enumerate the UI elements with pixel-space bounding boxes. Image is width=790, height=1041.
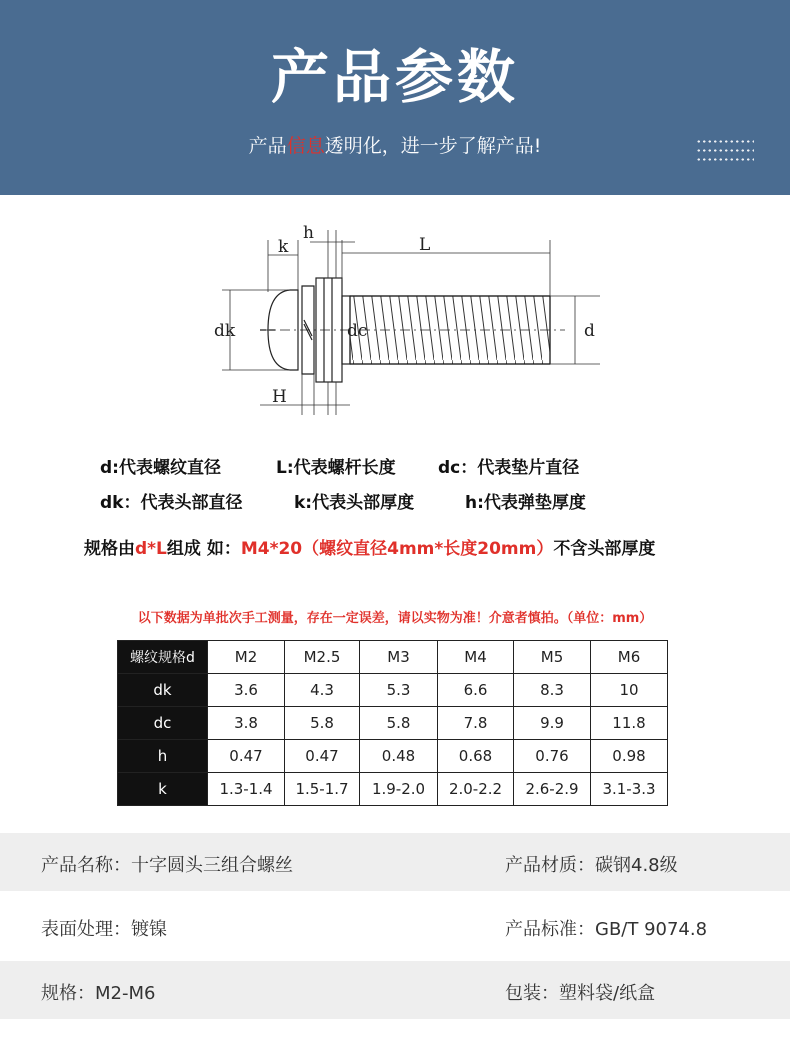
table-cell: 7.8 (438, 707, 514, 740)
header-banner (0, 0, 790, 195)
table-row (118, 674, 668, 707)
table-cell: 0.48 (360, 740, 438, 773)
spec-red-dl: d*L (135, 539, 167, 559)
table-cell: 0.98 (591, 740, 668, 773)
table-cell: 5.8 (360, 707, 438, 740)
dot-pattern-decoration (696, 137, 754, 167)
legend-h: h:代表弹垫厚度 (465, 493, 586, 513)
table-cell: 1.3-1.4 (208, 773, 285, 806)
info-spec-range: 规格：M2-M6 (41, 983, 156, 1004)
spec-mid: 组成 如： (166, 539, 241, 559)
label-dk: dk (214, 321, 236, 341)
legend-dc: dc：代表垫片直径 (438, 458, 580, 478)
legend-dk: dk：代表头部直径 (100, 493, 243, 513)
table-col-header: M2.5 (285, 641, 360, 674)
table-cell: 4.3 (285, 674, 360, 707)
table-row (118, 740, 668, 773)
table-header-row (118, 641, 668, 674)
table-cell: 8.3 (514, 674, 591, 707)
table-cell: 2.0-2.2 (438, 773, 514, 806)
table-cell: 6.6 (438, 674, 514, 707)
table-cell: 11.8 (591, 707, 668, 740)
label-h: h (303, 223, 314, 243)
spec-description (84, 534, 655, 559)
info-product-material: 产品材质：碳钢4.8级 (505, 855, 678, 876)
info-packaging: 包装：塑料袋/纸盒 (505, 983, 656, 1004)
spec-red-example: M4*20（螺纹直径4mm*长度20mm） (240, 539, 554, 559)
measurement-notice: 以下数据为单批次手工测量，存在一定误差，请以实物为准！介意者慎拍。（单位：mm） (137, 611, 653, 626)
info-row-surface-standard (0, 897, 790, 955)
table-cell: 3.6 (208, 674, 285, 707)
spec-post: 不含头部厚度 (553, 539, 656, 559)
table-cell: 9.9 (514, 707, 591, 740)
table-cell: 1.9-2.0 (360, 773, 438, 806)
table-col-header: M3 (360, 641, 438, 674)
table-row (118, 773, 668, 806)
info-row-spec-packaging (0, 961, 790, 1019)
legend-k: k:代表头部厚度 (294, 493, 415, 513)
row-label: dk (118, 674, 208, 707)
legend-d: d:代表螺纹直径 (100, 458, 221, 478)
table-cell: 0.47 (208, 740, 285, 773)
table-cell: 5.3 (360, 674, 438, 707)
subtitle-highlight: 信息 (286, 135, 325, 157)
table-header-label: 螺纹规格d (118, 641, 208, 674)
label-k: k (278, 237, 289, 257)
table-cell: 0.68 (438, 740, 514, 773)
table-cell: 0.47 (285, 740, 360, 773)
row-label: k (118, 773, 208, 806)
info-surface-treatment: 表面处理：镀镍 (41, 919, 167, 940)
info-product-name: 产品名称：十字圆头三组合螺丝 (41, 855, 293, 876)
table-cell: 1.5-1.7 (285, 773, 360, 806)
subtitle-post: 透明化，进一步了解产品! (324, 135, 542, 157)
label-L: L (419, 235, 431, 255)
table-col-header: M4 (438, 641, 514, 674)
row-label: dc (118, 707, 208, 740)
spec-table (117, 640, 668, 806)
info-row-name-material (0, 833, 790, 891)
spec-pre: 规格由 (84, 539, 135, 559)
page-title: 产品参数 (270, 43, 519, 111)
table-cell: 3.8 (208, 707, 285, 740)
table-cell: 10 (591, 674, 668, 707)
row-label: h (118, 740, 208, 773)
table-cell: 5.8 (285, 707, 360, 740)
table-cell: 3.1-3.3 (591, 773, 668, 806)
label-dc: dc (347, 321, 368, 341)
table-col-header: M2 (208, 641, 285, 674)
table-col-header: M6 (591, 641, 668, 674)
info-product-standard: 产品标准：GB/T 9074.8 (505, 919, 708, 940)
table-cell: 2.6-2.9 (514, 773, 591, 806)
table-cell: 0.76 (514, 740, 591, 773)
table-col-header: M5 (514, 641, 591, 674)
label-H: H (272, 387, 287, 407)
subtitle-pre: 产品 (248, 135, 287, 157)
screw-diagram (200, 220, 595, 420)
page-subtitle (0, 131, 790, 158)
table-row (118, 707, 668, 740)
label-d: d (584, 321, 595, 341)
legend-L: L:代表螺杆长度 (276, 458, 396, 478)
